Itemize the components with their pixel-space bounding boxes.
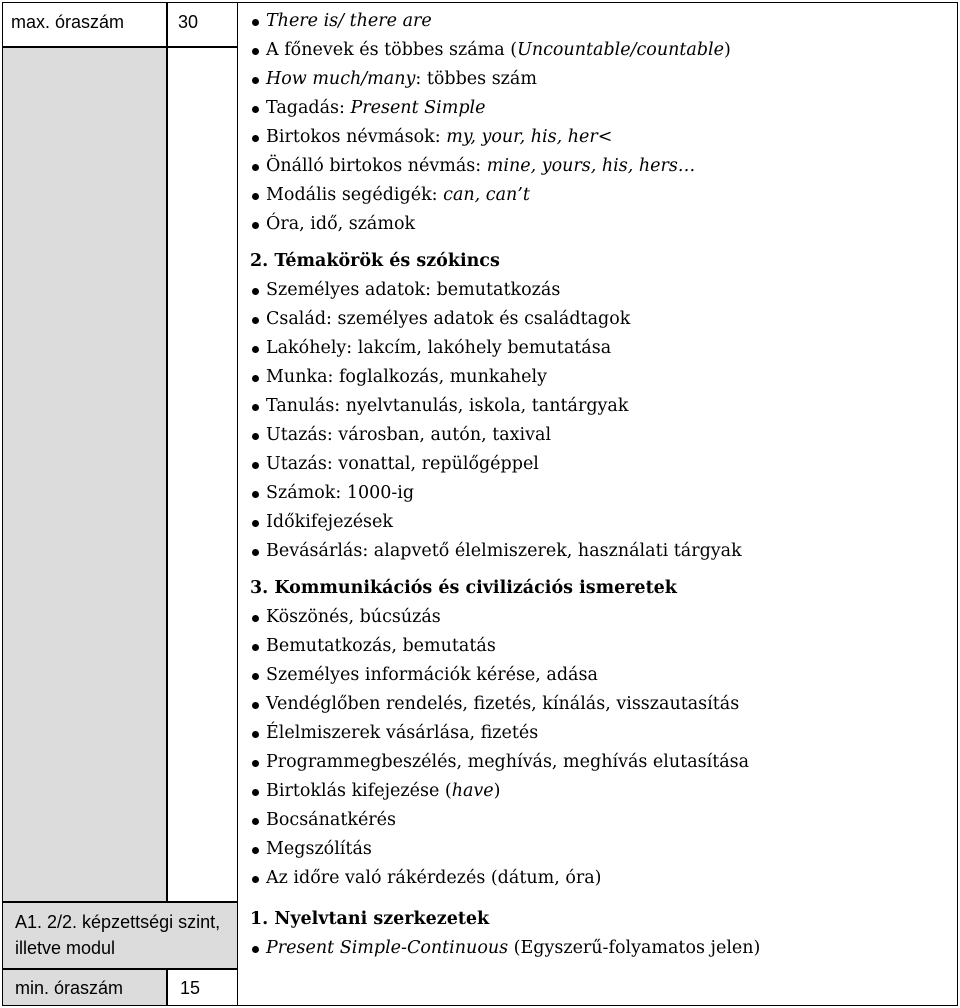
list-item: Tagadás: Present Simple — [250, 94, 957, 123]
grammar-structures-list — [250, 934, 957, 963]
min-hours-value: 15 — [167, 969, 237, 1005]
list-item: Önálló birtokos névmás: mine, yours, his, hers… — [250, 152, 957, 181]
list-item: There is/ there are — [250, 7, 957, 36]
list-item: A főnevek és többes száma (Uncountable/countable) — [250, 36, 957, 65]
list-item: Birtokos névmások: my, your, his, her< — [250, 123, 957, 152]
list-item: Birtoklás kifejezése (have) — [250, 777, 957, 806]
list-item: How much/many: többes szám — [250, 65, 957, 94]
list-item: Számok: 1000-ig — [250, 479, 957, 508]
list-item: Család: személyes adatok és családtagok — [250, 305, 957, 334]
list-item: Utazás: vonattal, repülőgéppel — [250, 450, 957, 479]
list-item: Bocsánatkérés — [250, 806, 957, 835]
max-hours-label: max. óraszám — [3, 3, 167, 47]
communication-list — [250, 603, 957, 893]
list-item: Lakóhely: lakcím, lakóhely bemutatása — [250, 334, 957, 363]
list-item: Munka: foglalkozás, munkahely — [250, 363, 957, 392]
topics-list — [250, 276, 957, 566]
list-item: Időkifejezések — [250, 508, 957, 537]
content-column — [238, 2, 958, 1006]
blank-cell — [167, 47, 237, 902]
section-1-title: 1. Nyelvtani szerkezetek — [250, 909, 490, 929]
min-hours-label: min. óraszám — [3, 969, 167, 1005]
module-level-label: A1. 2/2. képzettségi szint, illetve modul — [3, 902, 237, 969]
section-2-title: 2. Témakörök és szókincs — [250, 251, 500, 271]
list-item: Tanulás: nyelvtanulás, iskola, tantárgyak — [250, 392, 957, 421]
list-item: Present Simple-Continuous (Egyszerű-folyamatos jelen) — [250, 934, 957, 963]
list-item: Az időre való rákérdezés (dátum, óra) — [250, 864, 957, 893]
list-item: Megszólítás — [250, 835, 957, 864]
list-item: Vendéglőben rendelés, fizetés, kínálás, visszautasítás — [250, 690, 957, 719]
list-item: Óra, idő, számok — [250, 210, 957, 239]
section-3-title: 3. Kommunikációs és civilizációs ismeretek — [250, 578, 677, 598]
grammar-list — [250, 7, 957, 239]
shaded-cell — [3, 47, 167, 902]
list-item: Személyes adatok: bemutatkozás — [250, 276, 957, 305]
module-info-column — [2, 2, 238, 1006]
list-item: Bevásárlás: alapvető élelmiszerek, használati tárgyak — [250, 537, 957, 566]
list-item: Élelmiszerek vásárlása, fizetés — [250, 719, 957, 748]
list-item: Programmegbeszélés, meghívás, meghívás elutasítása — [250, 748, 957, 777]
list-item: Köszönés, búcsúzás — [250, 603, 957, 632]
list-item: Utazás: városban, autón, taxival — [250, 421, 957, 450]
list-item: Bemutatkozás, bemutatás — [250, 632, 957, 661]
list-item: Modális segédigék: can, can’t — [250, 181, 957, 210]
max-hours-value: 30 — [167, 3, 237, 47]
list-item: Személyes információk kérése, adása — [250, 661, 957, 690]
